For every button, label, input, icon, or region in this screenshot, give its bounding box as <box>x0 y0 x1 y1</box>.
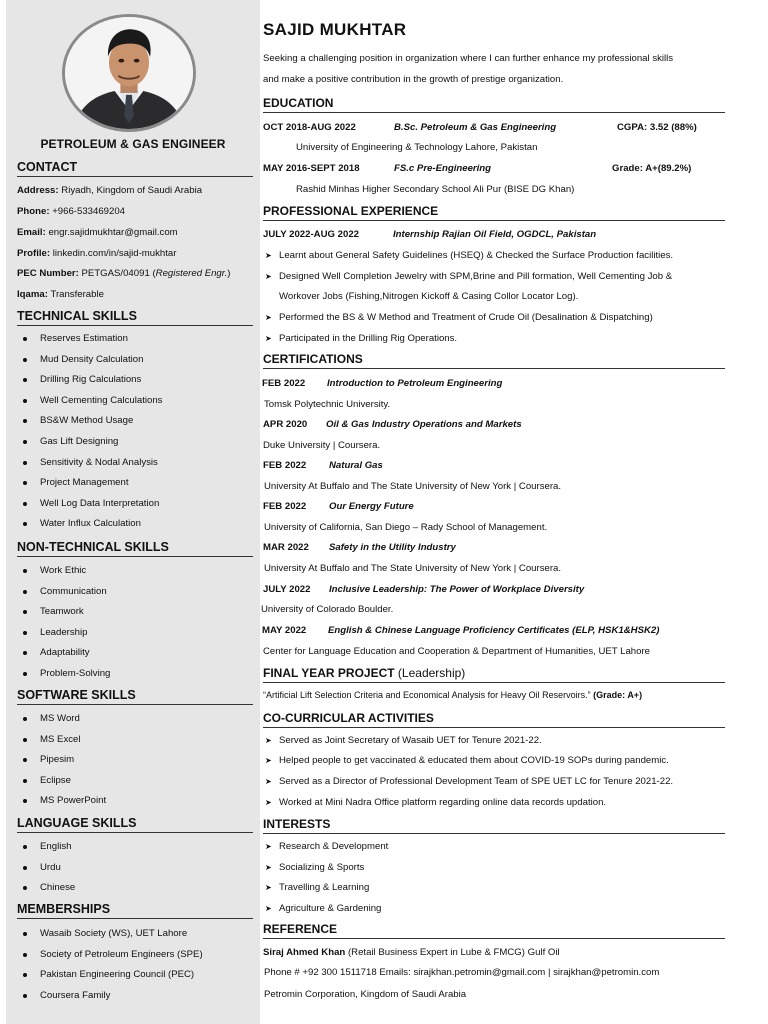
list-item: Leadership <box>20 626 110 647</box>
fyp-title <box>263 690 642 700</box>
list-item: Teamwork <box>20 605 110 626</box>
co-curricular-item <box>265 797 606 808</box>
cert-date: FEB 2022 <box>262 378 306 389</box>
cert-title: Introduction to Petroleum Engineering <box>327 378 503 389</box>
list-item: Society of Petroleum Engineers (SPE) <box>20 948 203 969</box>
list-item: Water Influx Calculation <box>20 517 162 538</box>
profile-label: Profile: <box>17 248 51 259</box>
cert-issuer: University At Buffalo and The State University of New York | Coursera. <box>264 563 562 574</box>
sidebar-edge <box>0 0 6 1024</box>
co-curricular-item <box>265 755 669 766</box>
exp-bullet <box>265 271 672 282</box>
contact-iqama <box>17 289 104 300</box>
list-item: MS Excel <box>20 733 106 754</box>
exp-bullet-continuation: Workover Jobs (Fishing,Nitrogen Kickoff & Casing Collor Locator Log). <box>279 291 579 302</box>
cert-title: Safety in the Utility Industry <box>329 542 456 553</box>
interest-text: Research & Development <box>279 841 389 852</box>
co-curricular-item <box>265 776 673 787</box>
arrow-bullet-icon: ➤ <box>265 272 272 281</box>
cert-issuer: Tomsk Polytechnic University. <box>264 399 391 410</box>
cert-issuer: University At Buffalo and The State University of New York | Coursera. <box>264 481 562 492</box>
job-title: PETROLEUM & GAS ENGINEER <box>40 137 226 151</box>
list-item: Well Cementing Calculations <box>20 394 162 415</box>
cert-issuer: University of California, San Diego – Rady School of Management. <box>264 522 548 533</box>
reference-heading: REFERENCE <box>263 922 725 939</box>
co-curricular-text: Served as Joint Secretary of Wasaib UET for Tenure 2021-22. <box>279 735 542 746</box>
contact-address <box>17 185 202 196</box>
memberships-heading: MEMBERSHIPS <box>17 902 253 919</box>
technical-skills-list <box>20 332 162 538</box>
iqama-value: Transferable <box>50 289 104 300</box>
reference-contact[interactable]: Phone # +92 300 1511718 Emails: sirajkhan.petromin@gmail.com | sirajkhan@petromin.com <box>264 967 660 978</box>
cert-title: Our Energy Future <box>329 501 414 512</box>
co-curricular-text: Worked at Mini Nadra Office platform regarding online data records updation. <box>279 797 607 808</box>
objective-line: Seeking a challenging position in organization where I can further enhance my professional skills <box>263 53 674 64</box>
cert-date: FEB 2022 <box>263 501 307 512</box>
arrow-bullet-icon: ➤ <box>265 334 272 343</box>
list-item: Mud Density Calculation <box>20 353 162 374</box>
edu-dates: MAY 2016-SEPT 2018 <box>263 163 360 174</box>
list-item: Coursera Family <box>20 989 203 1010</box>
fyp-grade: (Grade: A+) <box>593 690 643 700</box>
list-item: Problem-Solving <box>20 667 110 688</box>
contact-email <box>17 227 178 238</box>
contact-pec <box>17 268 230 279</box>
fyp-title-text: “Artificial Lift Selection Criteria and Economical Analysis for Heavy Oil Reservoirs.” <box>263 690 591 700</box>
reference-name-line <box>263 947 560 958</box>
cert-title: Oil & Gas Industry Operations and Markets <box>326 419 522 430</box>
interests-heading: INTERESTS <box>263 817 725 834</box>
interest-item <box>265 903 381 914</box>
cert-date: APR 2020 <box>263 419 308 430</box>
pec-close: ) <box>227 268 231 279</box>
edu-score: CGPA: 3.52 (88%) <box>617 122 697 133</box>
list-item: Project Management <box>20 476 162 497</box>
objective-line: and make a positive contribution in the growth of prestige organization. <box>263 74 564 85</box>
education-heading: EDUCATION <box>263 96 725 113</box>
edu-degree: FS.c Pre-Engineering <box>394 163 492 174</box>
memberships-list <box>20 927 203 1009</box>
cert-date: FEB 2022 <box>263 460 307 471</box>
arrow-bullet-icon: ➤ <box>265 313 272 322</box>
certifications-heading: CERTIFICATIONS <box>263 352 725 369</box>
list-item: Eclipse <box>20 774 106 795</box>
list-item: Urdu <box>20 861 75 882</box>
cert-issuer: Duke University | Coursera. <box>263 440 381 451</box>
arrow-bullet-icon: ➤ <box>265 798 272 807</box>
list-item: Drilling Rig Calculations <box>20 373 162 394</box>
cert-title: Natural Gas <box>329 460 383 471</box>
list-item: Wasaib Society (WS), UET Lahore <box>20 927 203 948</box>
list-item: Chinese <box>20 881 75 902</box>
software-skills-list <box>20 712 106 815</box>
arrow-bullet-icon: ➤ <box>265 756 272 765</box>
contact-profile <box>17 248 176 259</box>
exp-bullet <box>265 250 673 261</box>
contact-phone <box>17 206 125 217</box>
phone-value[interactable]: +966-533469204 <box>52 206 126 217</box>
list-item: MS PowerPoint <box>20 794 106 815</box>
reference-role: (Retail Business Expert in Lube & FMCG) Gulf Oil <box>347 947 560 958</box>
candidate-name: SAJID MUKHTAR <box>263 20 407 39</box>
interest-item <box>265 882 369 893</box>
exp-bullet-text: Performed the BS & W Method and Treatment of Crude Oil (Desalination & Dispatching) <box>279 312 653 323</box>
reference-company: Petromin Corporation, Kingdom of Saudi Arabia <box>264 989 467 1000</box>
cert-date: JULY 2022 <box>263 584 311 595</box>
pec-value: PETGAS/04091 ( <box>81 268 156 279</box>
exp-bullet <box>265 333 457 344</box>
arrow-bullet-icon: ➤ <box>265 251 272 260</box>
reference-name: Siraj Ahmed Khan <box>263 947 346 958</box>
arrow-bullet-icon: ➤ <box>265 777 272 786</box>
email-value[interactable]: engr.sajidmukhtar@gmail.com <box>48 227 178 238</box>
list-item: Pakistan Engineering Council (PEC) <box>20 968 203 989</box>
language-skills-list <box>20 840 75 902</box>
fyp-heading-text: FINAL YEAR PROJECT <box>263 666 395 680</box>
arrow-bullet-icon: ➤ <box>265 863 272 872</box>
language-skills-heading: LANGUAGE SKILLS <box>17 816 253 833</box>
exp-dates: JULY 2022-AUG 2022 <box>263 229 359 240</box>
edu-institution: University of Engineering & Technology Lahore, Pakistan <box>296 142 538 153</box>
cert-title: Inclusive Leadership: The Power of Workplace Diversity <box>329 584 585 595</box>
contact-heading: CONTACT <box>17 160 253 177</box>
exp-bullet-text: Learnt about General Safety Guidelines (HSEQ) & Checked the Surface Production facilities. <box>279 250 674 261</box>
interest-text: Agriculture & Gardening <box>279 903 382 914</box>
objective <box>263 48 753 90</box>
interest-text: Travelling & Learning <box>279 882 370 893</box>
interest-text: Socializing & Sports <box>279 862 365 873</box>
co-curricular-heading: CO-CURRICULAR ACTIVITIES <box>263 711 725 728</box>
co-curricular-item <box>265 735 542 746</box>
exp-bullet-text: Participated in the Drilling Rig Operations. <box>279 333 458 344</box>
list-item: MS Word <box>20 712 106 733</box>
list-item: Reserves Estimation <box>20 332 162 353</box>
list-item: English <box>20 840 75 861</box>
edu-score: Grade: A+(89.2%) <box>612 163 692 174</box>
edu-institution: Rashid Minhas Higher Secondary School Ali Pur (BISE DG Khan) <box>296 184 575 195</box>
fyp-heading-note: (Leadership) <box>397 666 466 680</box>
edu-degree: B.Sc. Petroleum & Gas Engineering <box>394 122 557 133</box>
edu-dates: OCT 2018-AUG 2022 <box>263 122 356 133</box>
cert-title: English & Chinese Language Proficiency Certificates (ELP, HSK1&HSK2) <box>328 625 660 636</box>
non-technical-skills-heading: NON-TECHNICAL SKILLS <box>17 540 253 557</box>
list-item: Pipesim <box>20 753 106 774</box>
experience-heading: PROFESSIONAL EXPERIENCE <box>263 204 725 221</box>
interest-item <box>265 841 388 852</box>
arrow-bullet-icon: ➤ <box>265 736 272 745</box>
email-label: Email: <box>17 227 46 238</box>
interest-item <box>265 862 364 873</box>
profile-link[interactable]: linkedin.com/in/sajid-mukhtar <box>52 248 177 259</box>
cert-date: MAR 2022 <box>263 542 309 553</box>
software-skills-heading: SOFTWARE SKILLS <box>17 688 253 705</box>
address-label: Address: <box>17 185 59 196</box>
non-technical-skills-list <box>20 564 110 688</box>
cert-date: MAY 2022 <box>262 625 307 636</box>
list-item: Gas Lift Designing <box>20 435 162 456</box>
pec-note: Registered Engr. <box>155 268 228 279</box>
pec-label: PEC Number: <box>17 268 79 279</box>
co-curricular-text: Helped people to get vaccinated & educated them about COVID-19 SOPs during pandemic. <box>279 755 669 766</box>
arrow-bullet-icon: ➤ <box>265 883 272 892</box>
phone-label: Phone: <box>17 206 50 217</box>
arrow-bullet-icon: ➤ <box>265 842 272 851</box>
iqama-label: Iqama: <box>17 289 48 300</box>
technical-skills-heading: TECHNICAL SKILLS <box>17 309 253 326</box>
final-year-project-heading <box>263 666 725 683</box>
list-item: Communication <box>20 585 110 606</box>
co-curricular-text: Served as a Director of Professional Development Team of SPE UET LC for Tenure 2021-22. <box>279 776 674 787</box>
list-item: Work Ethic <box>20 564 110 585</box>
profile-photo <box>62 14 196 132</box>
cert-issuer: Center for Language Education and Cooperation & Department of Humanities, UET Lahore <box>263 646 651 657</box>
list-item: BS&W Method Usage <box>20 414 162 435</box>
exp-bullet-text: Designed Well Completion Jewelry with SPM,Brine and Pill formation, Well Cementing Job & <box>279 271 673 282</box>
list-item: Sensitivity & Nodal Analysis <box>20 456 162 477</box>
list-item: Well Log Data Interpretation <box>20 497 162 518</box>
arrow-bullet-icon: ➤ <box>265 904 272 913</box>
list-item: Adaptability <box>20 646 110 667</box>
exp-bullet <box>265 312 653 323</box>
exp-role: Internship Rajian Oil Field, OGDCL, Pakistan <box>393 229 597 240</box>
address-value: Riyadh, Kingdom of Saudi Arabia <box>61 185 203 196</box>
cert-issuer: University of Colorado Boulder. <box>261 604 394 615</box>
